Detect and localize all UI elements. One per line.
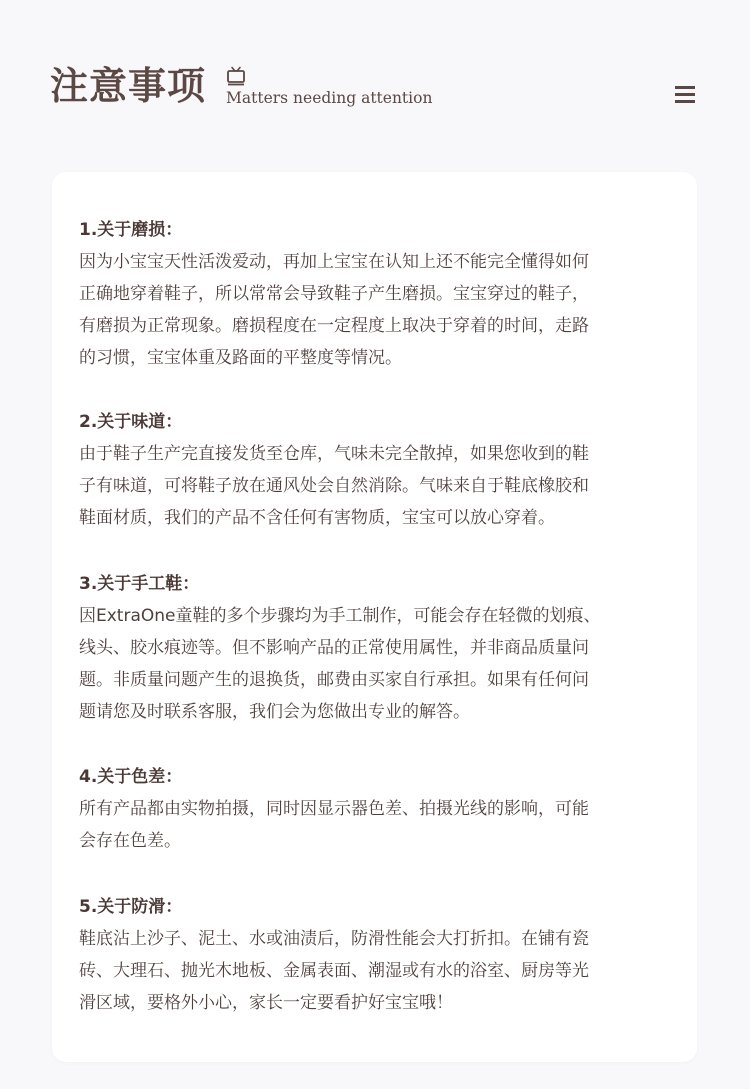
body-line: 子有味道，可将鞋子放在通风处会自然消除。气味来自于鞋底橡胶和: [79, 476, 589, 496]
body-line: 正确地穿着鞋子，所以常常会导致鞋子产生磨损。宝宝穿过的鞋子，: [79, 284, 589, 304]
body-line: 线头、胶水痕迹等。但不影响产品的正常使用属性，并非商品质量问: [79, 638, 589, 658]
body-line: 滑区域，要格外小心，家长一定要看护好宝宝哦！: [79, 993, 453, 1013]
section-title: 4.关于色差：: [79, 767, 183, 787]
section-title: 5.关于防滑：: [79, 897, 183, 917]
notice-card: [52, 172, 697, 1062]
menu-icon[interactable]: [673, 84, 697, 105]
tv-icon: [226, 66, 246, 86]
section-title: 3.关于手工鞋：: [79, 574, 200, 594]
notice-section-handmade: [79, 568, 679, 728]
body-line: 鞋面材质，我们的产品不含任何有害物质，宝宝可以放心穿着。: [79, 508, 555, 528]
notice-section-wear: [79, 214, 679, 374]
page-title: 注意事项: [50, 64, 207, 108]
body-line: 砖、大理石、抛光木地板、金属表面、潮湿或有水的浴室、厨房等光: [79, 961, 589, 981]
page-subtitle: Matters needing attention: [226, 89, 433, 107]
section-title: 1.关于磨损：: [79, 220, 183, 240]
section-title: 2.关于味道：: [79, 412, 183, 432]
section-body: [79, 793, 679, 857]
notice-section-anti-slip: [79, 891, 679, 1019]
notice-section-color-difference: [79, 761, 679, 857]
body-line: 会存在色差。: [79, 831, 181, 851]
body-line: 题。非质量问题产生的退换货，邮费由买家自行承担。如果有任何问: [79, 670, 589, 690]
menu-bar: [675, 100, 695, 103]
menu-bar: [675, 93, 695, 96]
body-line: 因ExtraOne童鞋的多个步骤均为手工制作，可能会存在轻微的划痕、: [79, 606, 601, 626]
body-line: 的习惯，宝宝体重及路面的平整度等情况。: [79, 348, 402, 368]
section-body: [79, 923, 679, 1019]
section-body: [79, 246, 679, 374]
body-line: 鞋底沾上沙子、泥土、水或油渍后，防滑性能会大打折扣。在铺有瓷: [79, 929, 589, 949]
body-line: 由于鞋子生产完直接发货至仓库，气味未完全散掉，如果您收到的鞋: [79, 444, 589, 464]
section-body: [79, 600, 679, 728]
body-line: 因为小宝宝天性活泼爱动，再加上宝宝在认知上还不能完全懂得如何: [79, 252, 589, 272]
notice-section-odor: [79, 406, 679, 534]
body-line: 有磨损为正常现象。磨损程度在一定程度上取决于穿着的时间，走路: [79, 316, 589, 336]
body-line: 所有产品都由实物拍摄，同时因显示器色差、拍摄光线的影响，可能: [79, 799, 589, 819]
section-body: [79, 438, 679, 534]
menu-bar: [675, 86, 695, 89]
page-header: [0, 0, 750, 150]
body-line: 题请您及时联系客服，我们会为您做出专业的解答。: [79, 702, 470, 722]
